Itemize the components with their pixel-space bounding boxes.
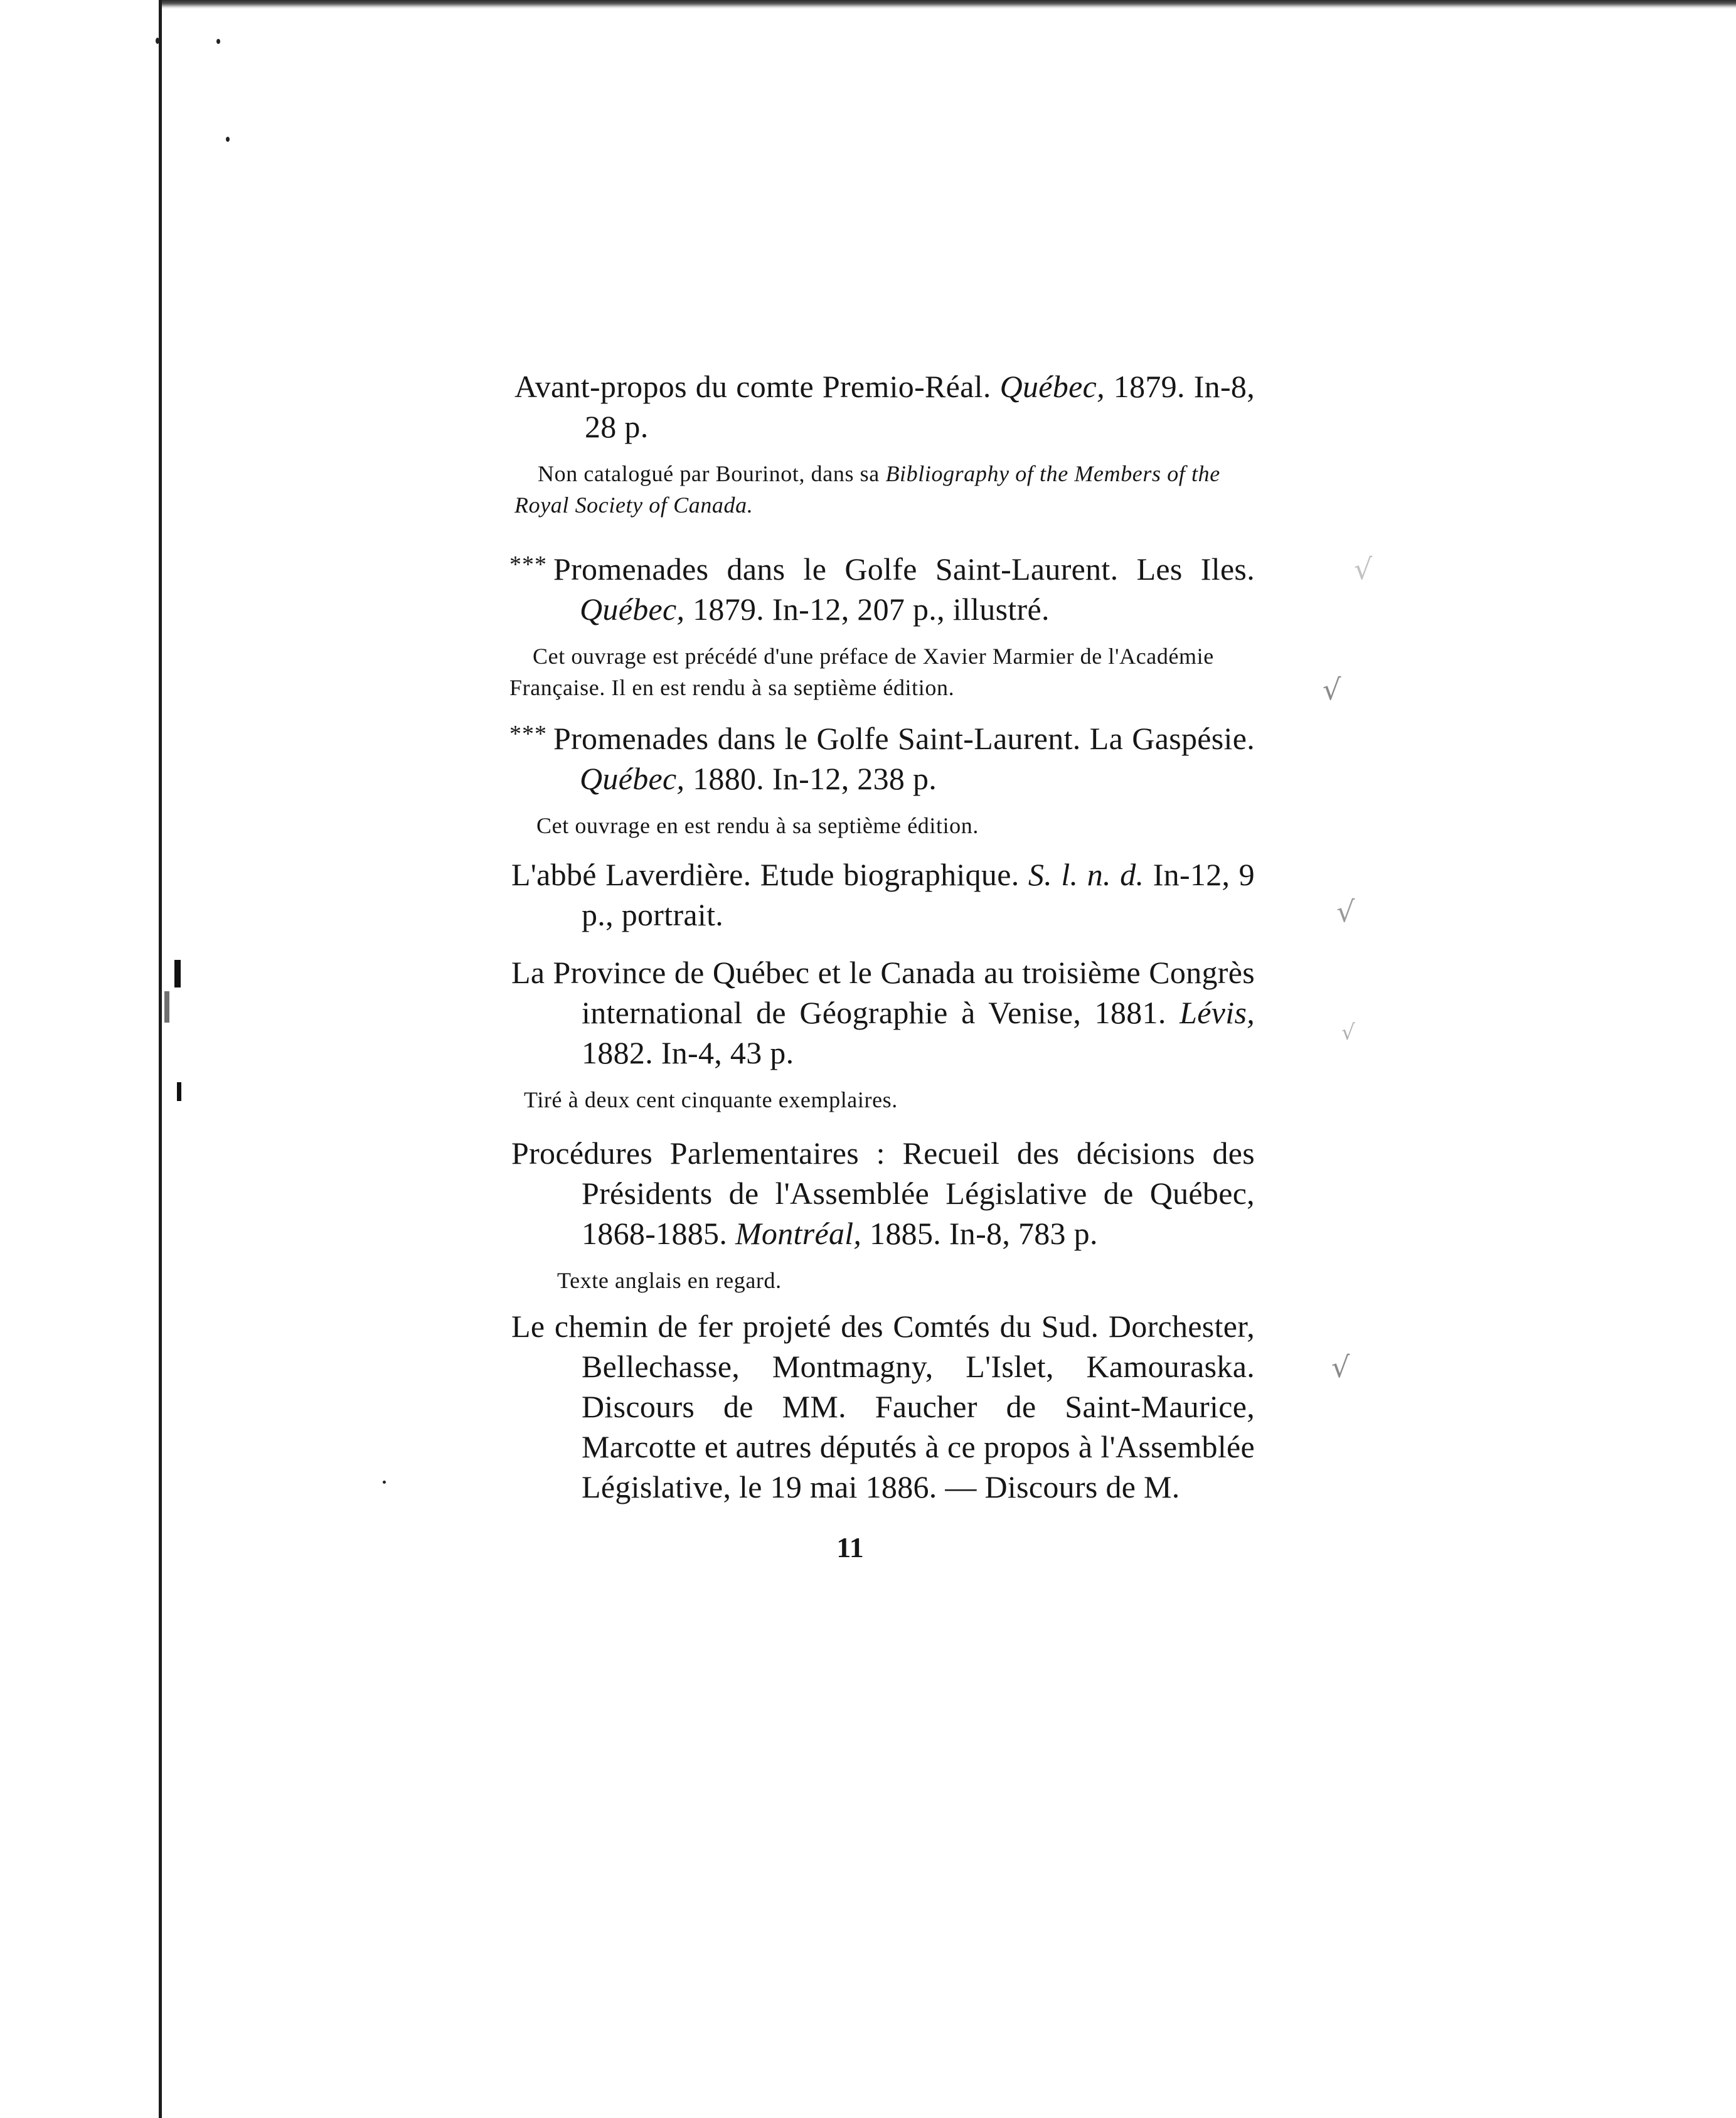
- pencil-checkmark: √: [1331, 1350, 1350, 1384]
- entry-text: L'abbé Laverdière. Etude biographique. S. l. n. d. In-12, 9 p., portrait.: [511, 857, 1255, 932]
- entry-note: Cet ouvrage en est rendu à sa septième édition.: [536, 813, 979, 838]
- pencil-checkmark: √: [1341, 1020, 1355, 1045]
- bibliography-entry: [439, 714, 1255, 841]
- entry-text: Le chemin de fer projeté des Comtés du Sud. Dorchester, Bellechasse, Montmagny, L'Islet, Kamouraska. Discours de MM. Faucher de Saint-Maurice, Marcotte et autres députés à ce propos à l'Assemblée Législative, le 19 mai 1886. — Discours de M.: [511, 1309, 1255, 1504]
- pencil-checkmark: √: [1354, 552, 1373, 586]
- scan-speck: [216, 39, 220, 44]
- bibliography-entry: [439, 545, 1255, 703]
- margin-mark: [164, 991, 169, 1023]
- bibliography-entry: [441, 1306, 1255, 1507]
- entry-text: *** Promenades dans le Golfe Saint-Laurent. Les Iles. Québec, 1879. In-12, 207 p., illustré.: [509, 551, 1255, 627]
- top-edge-shadow: [162, 0, 1736, 9]
- pencil-checkmark: √: [1336, 895, 1355, 929]
- entry-note: Tiré à deux cent cinquante exemplaires.: [524, 1087, 898, 1112]
- page-number: 11: [836, 1531, 864, 1563]
- left-margin: [0, 0, 160, 2118]
- entry-text: La Province de Québec et le Canada au troisième Congrès international de Géographie à Venise, 1881. Lévis, 1882. In-4, 43 p.: [511, 955, 1255, 1070]
- entry-text: Avant-propos du comte Premio-Réal. Québec, 1879. In-8, 28 p.: [514, 369, 1255, 444]
- bibliography-entry: [441, 854, 1255, 935]
- entry-text: Procédures Parlementaires : Recueil des décisions des Présidents de l'Assemblée Législative de Québec, 1868-1885. Montréal, 1885. In-8, 783 p.: [511, 1136, 1255, 1251]
- entry-note: Texte anglais en regard.: [557, 1268, 782, 1293]
- entry-note: Non catalogué par Bourinot, dans sa Bibliography of the Members of the Royal Society of Canada.: [514, 461, 1220, 518]
- bibliography-entry: [441, 952, 1255, 1115]
- margin-mark: [174, 960, 181, 987]
- scan-speck: [156, 38, 159, 44]
- scan-speck: [383, 1481, 386, 1484]
- entry-note: Cet ouvrage est précédé d'une préface de Xavier Marmier de l'Académie Française. Il en est rendu à sa septième édition.: [509, 644, 1214, 700]
- bibliography-entry: [441, 1133, 1255, 1296]
- entry-text: *** Promenades dans le Golfe Saint-Laurent. La Gaspésie. Québec, 1880. In-12, 238 p.: [509, 721, 1255, 796]
- binding-edge: [159, 0, 162, 2118]
- margin-mark: [177, 1082, 181, 1101]
- bibliography-entry: [514, 366, 1255, 521]
- scan-speck: [226, 137, 230, 142]
- pencil-checkmark: √: [1323, 673, 1341, 706]
